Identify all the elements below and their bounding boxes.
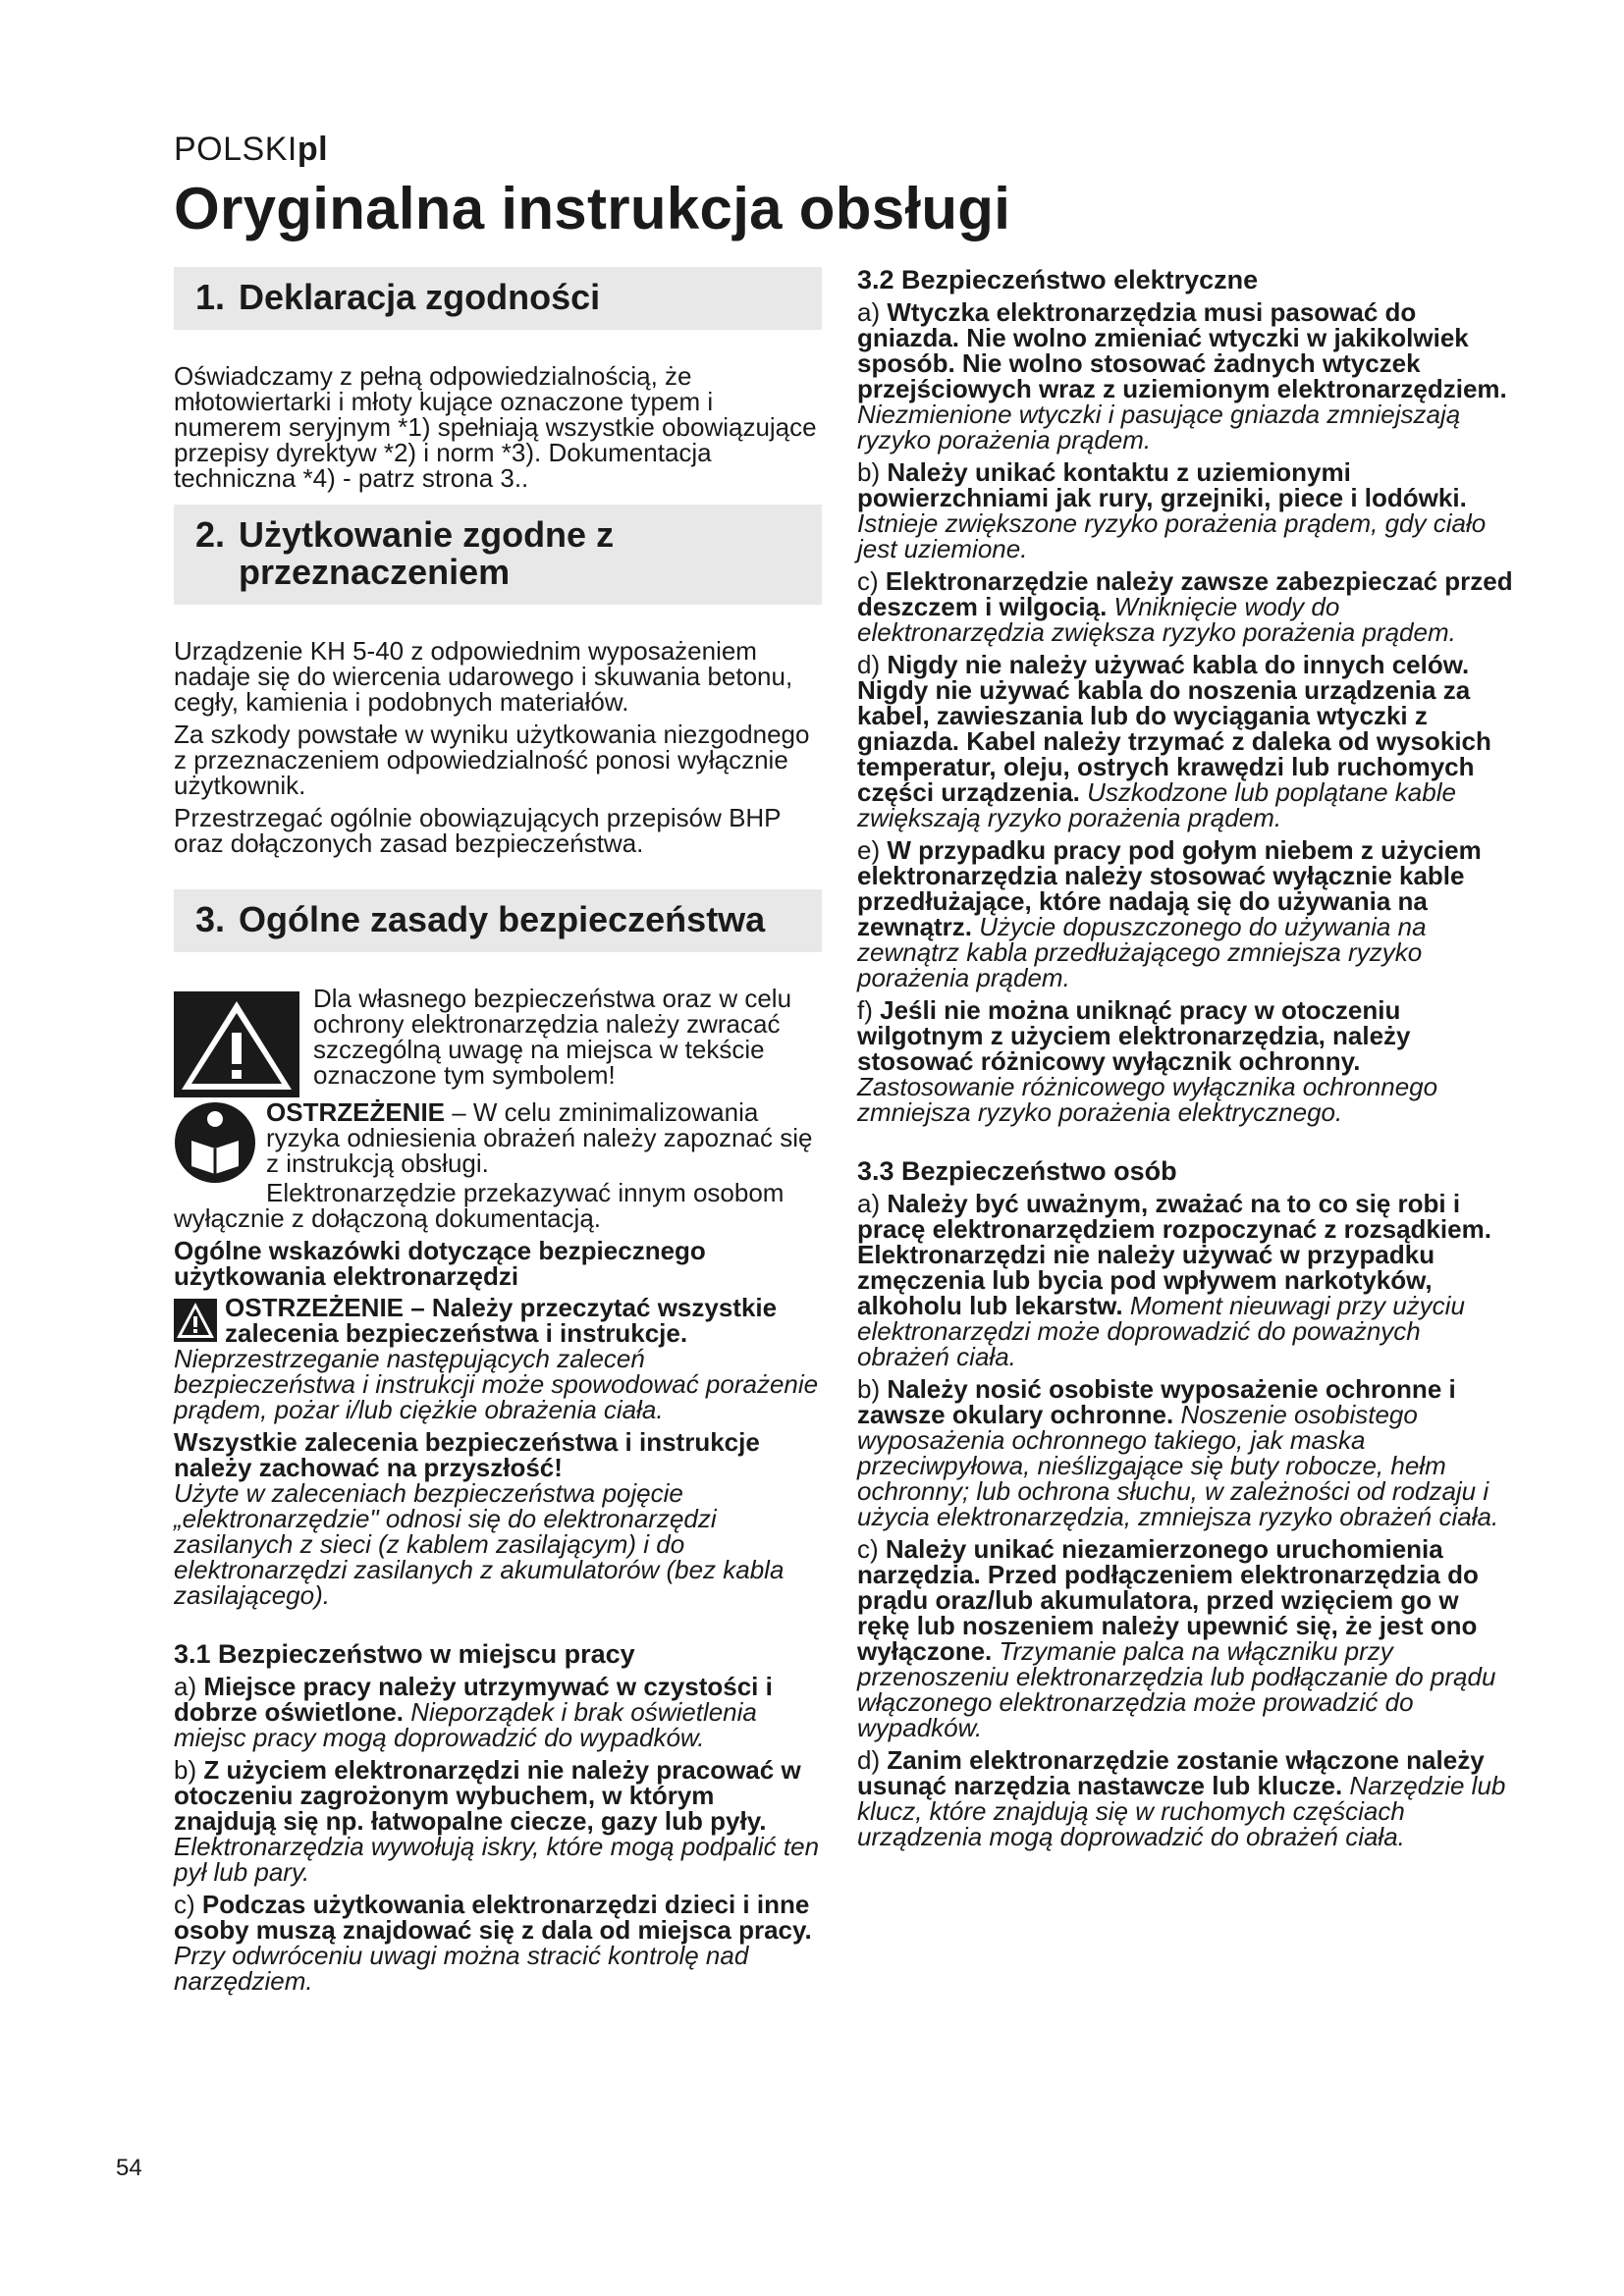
page-title: Oryginalna instrukcja obsługi [174,176,1011,241]
handover-text: Elektronarzędzie przekazywać innym osobom wyłącznie z dołączoną dokumentacją. [174,1178,785,1233]
section-1-heading: 1. Deklaracja zgodności [174,267,822,330]
page-number: 54 [116,2155,142,2181]
item-3-2-e: e) W przypadku pracy pod gołym niebem z użyciem elektronarzędzia należy stosować wyłącznie kable przedłużające, które nadają się do używania na zewnątrz. Użycie dopuszczonego do używania na zewnątrz kabla przedłużającego zmniejsza ryzyko porażenia prądem. [857,835,1482,992]
manual-warning: OSTRZEŻENIE – W celu zminimalizowania ryzyka odniesienia obrażeń należy zapoznać się z instrukcją obsługi. [174,1099,822,1184]
item-3-2-f: f) Jeśli nie można uniknąć pracy w otoczeniu wilgotnym z użyciem elektronarzędzia, należy stosować różnicowy wyłącznik ochronny. Zastosowanie różnicowego wyłącznika ochronnego zmniejsza ryzyko porażenia elektrycznego. [857,995,1438,1127]
item-3-1-a: a) Miejsce pracy należy utrzymywać w czystości i dobrze oświetlone. Nieporządek i brak oświetlenia miejsc pracy mogą doprowadzić do wypadków. [174,1672,773,1752]
safety-symbol-note: Dla własnego bezpieczeństwa oraz w celu ochrony elektronarzędzia należy zwracać szczególną uwagę na miejsca w tekście oznaczone tym symbolem! [174,986,822,1097]
item-3-2-b: b) Należy unikać kontaktu z uziemionymi powierzchniami jak rury, grzejniki, piece i lodówki. Istnieje zwiększone ryzyko porażenia prądem, gdy ciało jest uziemione. [857,457,1487,563]
item-3-1-b: b) Z użyciem elektronarzędzi nie należy pracować w otoczeniu zagrożonym wybuchem, w którym znajdują się np. łatwopalne ciecze, gazy lub pyły. Elektronarzędzia wywołują iskry, które mogą podpalić ten pył lub pary. [174,1755,820,1887]
left-column: 1. Deklaracja zgodności Oświadczamy z pełną odpowiedzialnością, że młotowiertarki i młoty kujące oznaczone typem i numerem seryjnym *1) spełniają wszystkie obowiązujące przepisy dyrektyw *2) i norm *3). Dokumentacja techniczna *4) - patrz strona 3.. 2. Użytkowanie zgodne z przeznaczeniem Urządzenie KH 5-40 z odpowiednim wyposażeniem nadaje się do wiercenia udarowego i skuwania betonu, cegły, kamienia i podobnych materiałów. Za szkody powstałe w wyniku użytkowania niezgodnego z przeznaczeniem odpowiedzialność ponosi wyłącznie użytkownik. Przestrzegać ogólnie obowiązujących przepisów BHP oraz dołączonych zasad bezpieczeństwa. 3. Ogólne zasady bezpieczeństwa Dla własnego bezpieczeństwa oraz w celu ochrony elektronarzędzia należy zwracać szczególną uwagę na miejsca w tekście oznaczone tym symbolem! OSTRZEŻENIE – W celu zminimalizowania ryzyka odniesienia obrażeń należy zapoznać się z instrukcją obsługi. Elektronarzędzie przekazywać innym osobom wyłącznie z dołączoną dokumentacją. Ogólne wskazówki dotyczące bezpiecznego użytkowania elektronarzędzi OSTRZEŻENIE – Należy przeczytać wszystkie zalecenia bezpieczeństwa i instrukcje. Nieprzestrzeganie następujących zaleceń bezpieczeństwa i instrukcji może spowodować porażenie prądem, pożar i/lub ciężkie obrażenia ciała. Wszystkie zalecenia bezpieczeństwa i instrukcje należy zachować na przyszłość! Użyte w zaleceniach bezpieczeństwa pojęcie „elektronarzędzie" odnosi się do elektronarzędzi zasilanych z sieci (z kablem zasilającym) i do elektronarzędzi zasilanych z akumulatorów (bez kabla zasilającego). 3.1 Bezpieczeństwo w miejscu pracy a) Miejsce pracy należy utrzymywać w czystości i dobrze oświetlone. Nieporządek i brak oświetlenia miejsc pracy mogą doprowadzić do wypadków. b) Z użyciem elektronarzędzi nie należy pracować w otoczeniu zagrożonym wybuchem, w którym znajdują się np. łatwopalne ciecze, gazy lub pyły. Elektronarzędzia wywołują iskry, które mogą podpalić ten pył lub pary. c) Podczas użytkowania elektronarzędzi dzieci i inne osoby muszą znajdować się z dala od miejsca pracy. Przy odwróceniu uwagi można stracić kontrolę nad narzędziem. [174,267,822,1994]
item-3-3-d: d) Zanim elektronarzędzie zostanie włączone należy usunąć narzędzia nastawcze lub klucze. Narzędzie lub klucz, które znajdują się w ruchomych częściach urządzenia mogą doprowadzić do obrażeń ciała. [857,1745,1506,1851]
section-2-heading: 2. Użytkowanie zgodne z przeznaczeniem [174,505,822,605]
liability-text: Za szkody powstałe w wyniku użytkowania niezgodnego z przeznaczeniem odpowiedzialność ponosi wyłącznie użytkownik. [174,720,810,800]
read-all-warning: OSTRZEŻENIE – Należy przeczytać wszystkie zalecenia bezpieczeństwa i instrukcje. Nieprzestrzeganie następujących zaleceń bezpieczeństwa i instrukcji może spowodować porażenie prądem, pożar i/lub ciężkie obrażenia ciała. [174,1293,819,1424]
intended-use-text: Urządzenie KH 5-40 z odpowiednim wyposażeniem nadaje się do wiercenia udarowego i skuwania betonu, cegły, kamienia i podobnych materiałów. [174,636,793,717]
item-3-2-c: c) Elektronarzędzie należy zawsze zabezpieczać przed deszczem i wilgocią. Wniknięcie wody do elektronarzędzia zwiększa ryzyko porażenia prądem. [857,566,1513,647]
bhp-text: Przestrzegać ogólnie obowiązujących przepisów BHP oraz dołączonych zasad bezpieczeństwa. [174,803,782,858]
item-3-3-c: c) Należy unikać niezamierzonego uruchomienia narzędzia. Przed podłączeniem elektronarzędzia do prądu oraz/lub akumulatora, przed wzięciem go w rękę lub noszeniem należy upewnić się, że jest ono wyłączone. Trzymanie palca na włączniku przy przenoszeniu elektronarzędzia lub podłączanie do prądu włączonego elektronarzędzia może prowadzić do wypadków. [857,1534,1496,1742]
item-3-3-b: b) Należy nosić osobiste wyposażenie ochronne i zawsze okulary ochronne. Noszenie osobistego wyposażenia ochronnego takiego, jak maska przeciwpyłowa, nieślizgające się buty robocze, hełm ochronny; lub ochrona słuchu, w zależności od rodzaju i użycia elektronarzędzia, zmniejsza ryzyko obrażeń ciała. [857,1374,1499,1531]
small-warning-icon [174,1299,217,1342]
right-column [857,267,1515,1849]
item-3-2-a: a) Wtyczka elektronarzędzia musi pasować do gniazda. Nie wolno zmieniać wtyczki w jakikolwiek sposób. Nie wolno stosować żadnych wtyczek przejściowych wraz z uziemionym elektronarzędziem. Niezmienione wtyczki i pasujące gniazda zmniejszają ryzyko porażenia prądem. [857,297,1507,454]
item-3-1-c: c) Podczas użytkowania elektronarzędzi dzieci i inne osoby muszą znajdować się z dala od miejsca pracy. Przy odwróceniu uwagi można stracić kontrolę nad narzędziem. [174,1890,812,1996]
general-guidelines-heading: Ogólne wskazówki dotyczące bezpiecznego użytkowania elektronarzędzi [174,1236,706,1291]
read-manual-icon [174,1101,256,1184]
section-3-1-heading: 3.1 Bezpieczeństwo w miejscu pracy [174,1639,635,1669]
declaration-text: Oświadczamy z pełną odpowiedzialnością, że młotowiertarki i młoty kujące oznaczone typem i numerem seryjnym *1) spełniają wszystkie obowiązujące przepisy dyrektyw *2) i norm *3). Dokumentacja techniczna *4) - patrz strona 3.. [174,361,817,493]
item-3-3-a: a) Należy być uważnym, zważać na to co się robi i pracę elektronarzędziem rozpoczynać z rozsądkiem. Elektronarzędzi nie należy używać w przypadku zmęczenia lub bycia pod wpływem narkotyków, alkoholu lub lekarstw. Moment nieuwagi przy użyciu elektronarzędzi może doprowadzić do poważnych obrażeń ciała. [857,1189,1491,1371]
section-3-heading: 3. Ogólne zasady bezpieczeństwa [174,889,822,952]
warning-triangle-icon [174,991,299,1097]
keep-instructions-text: Wszystkie zalecenia bezpieczeństwa i instrukcje należy zachować na przyszłość! [174,1427,760,1482]
section-3-3-heading: 3.3 Bezpieczeństwo osób [857,1156,1177,1186]
item-3-2-d: d) Nigdy nie należy używać kabla do innych celów. Nigdy nie używać kabla do noszenia urządzenia za kabel, zawieszania lub do wyciągania wtyczki z gniazda. Kabel należy trzymać z daleka od wysokich temperatur, oleju, ostrych krawędzi lub ruchomych części urządzenia. Uszkodzone lub poplątane kable zwiększają ryzyko porażenia prądem. [857,650,1491,832]
section-3-2-heading: 3.2 Bezpieczeństwo elektryczne [857,265,1259,294]
language-label: POLSKIpl [174,131,329,168]
